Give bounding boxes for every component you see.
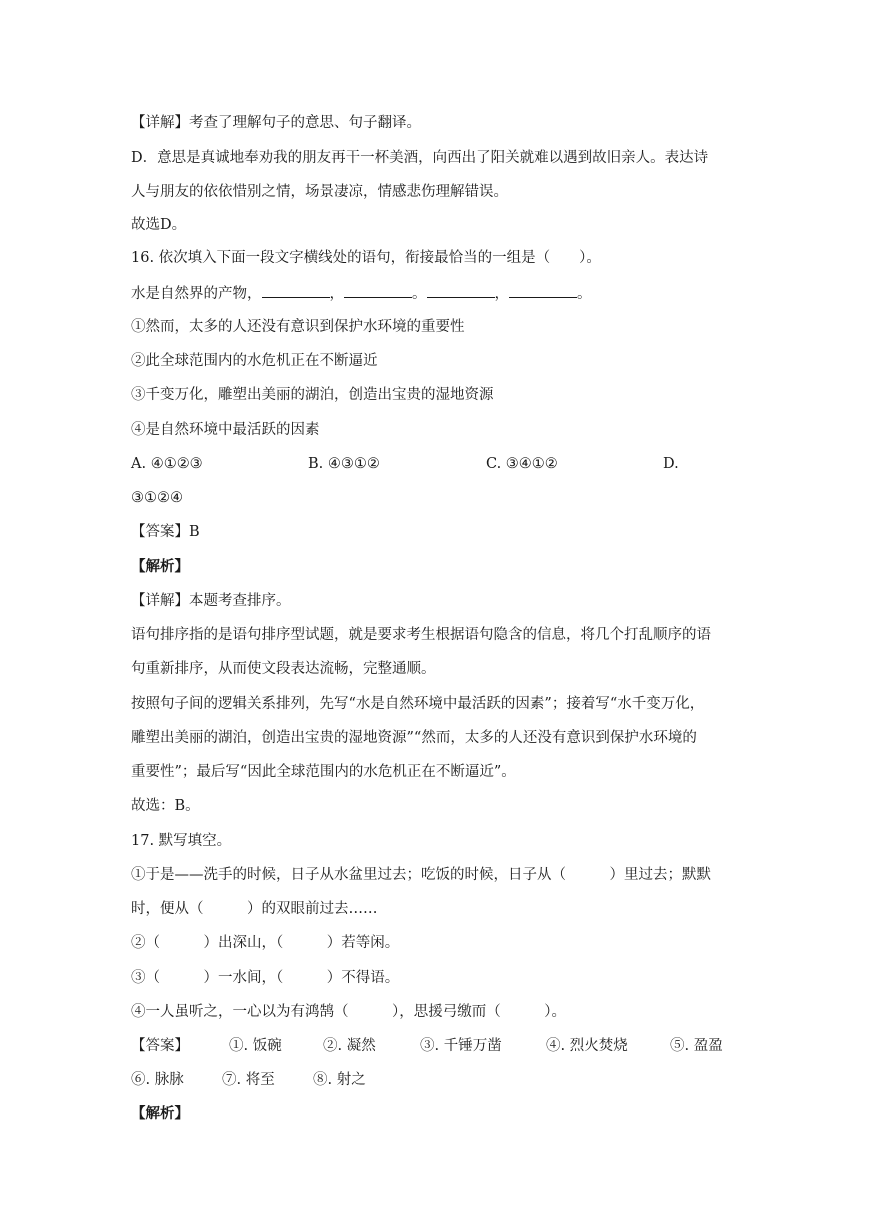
q15-conclusion: 故选D。 — [131, 217, 187, 233]
q15-explain-line-1: D．意思是真诚地奉劝我的朋友再干一杯美酒，向西出了阳关就难以遇到故旧亲人。表达诗 — [131, 150, 709, 166]
q17-answer-4: ④. 烈火焚烧 — [546, 1038, 628, 1054]
q16-para-line-1: 语句排序指的是语句排序型试题，就是要求考生根据语句隐含的信息，将几个打乱顺序的语 — [131, 627, 711, 643]
q16-detail: 【详解】本题考查排序。 — [131, 593, 291, 609]
punct-period: 。 — [412, 286, 427, 302]
q15-detail: 【详解】考查了理解句子的意思、句子翻译。 — [131, 115, 421, 131]
q17-answer-1: ①. 饭碗 — [229, 1038, 282, 1054]
punct-comma: ， — [329, 286, 344, 302]
q16-para-line-5: 重要性”；最后写“因此全球范围内的水危机正在不断逼近”。 — [131, 764, 516, 780]
q17-line-4: ③（ ）一水间，（ ）不得语。 — [131, 970, 400, 986]
q17-line-2: 时，便从（ ）的双眼前过去…… — [131, 901, 378, 917]
punct-comma: ， — [494, 286, 509, 302]
q16-answer: 【答案】B — [131, 524, 200, 540]
fill-blank — [509, 283, 577, 298]
q16-item-4: ④是自然环境中最活跃的因素 — [131, 422, 320, 438]
q17-line-5: ④一人虽听之，一心以为有鸿鹄（ ），思援弓缴而（ ）。 — [131, 1004, 566, 1020]
q16-item-2: ②此全球范围内的水危机正在不断逼近 — [131, 353, 378, 369]
fill-blank — [427, 283, 495, 298]
q16-para-line-4: 雕塑出美丽的湖泊，创造出宝贵的湿地资源”“然而，太多的人还没有意识到保护水环境的 — [131, 730, 697, 746]
q16-item-1: ①然而，太多的人还没有意识到保护水环境的重要性 — [131, 319, 465, 335]
q17-answer-5: ⑤. 盈盈 — [670, 1038, 723, 1054]
punct-period: 。 — [577, 286, 592, 302]
q17-line-1: ①于是——洗手的时候，日子从水盆里过去；吃饭的时候，日子从（ ）里过去；默默 — [131, 867, 711, 883]
q16-analysis-heading: 【解析】 — [131, 558, 189, 575]
q17-stem: 17. 默写填空。 — [131, 833, 232, 849]
q16-passage-start: 水是自然界的产物， — [131, 286, 262, 302]
q16-option-d: D. — [663, 456, 679, 472]
q15-explain-line-2: 人与朋友的依依惜别之情，场景凄凉，情感悲伤理解错误。 — [131, 184, 508, 200]
q16-passage — [131, 283, 592, 304]
q16-item-3: ③千变万化，雕塑出美丽的湖泊，创造出宝贵的湿地资源 — [131, 387, 494, 403]
q16-conclusion: 故选：B。 — [131, 798, 200, 814]
q17-line-3: ②（ ）出深山，（ ）若等闲。 — [131, 935, 400, 951]
q17-answer-label: 【答案】 — [131, 1038, 189, 1054]
q16-para-line-2: 句重新排序，从而使文段表达流畅，完整通顺。 — [131, 661, 436, 677]
q17-analysis-heading: 【解析】 — [131, 1105, 189, 1122]
q17-answer-2: ②. 凝然 — [323, 1038, 376, 1054]
q16-option-c: C. ③④①② — [486, 456, 558, 472]
fill-blank — [344, 283, 412, 298]
q16-stem: 16. 依次填入下面一段文字横线处的语句，衔接最恰当的一组是（ ）。 — [131, 250, 601, 266]
q16-option-a: A. ④①②③ — [131, 456, 203, 472]
q17-answer-3: ③. 千锤万凿 — [420, 1038, 502, 1054]
q17-answer-6: ⑥. 脉脉 — [131, 1072, 184, 1088]
fill-blank — [262, 283, 330, 298]
q17-answer-7: ⑦. 将至 — [222, 1072, 275, 1088]
q17-answer-8: ⑧. 射之 — [313, 1072, 366, 1088]
q16-para-line-3: 按照句子间的逻辑关系排列，先写“水是自然环境中最活跃的因素”；接着写“水千变万化， — [131, 696, 705, 712]
q16-option-b: B. ④③①② — [308, 456, 380, 472]
q16-option-d-content: ③①②④ — [131, 490, 183, 506]
